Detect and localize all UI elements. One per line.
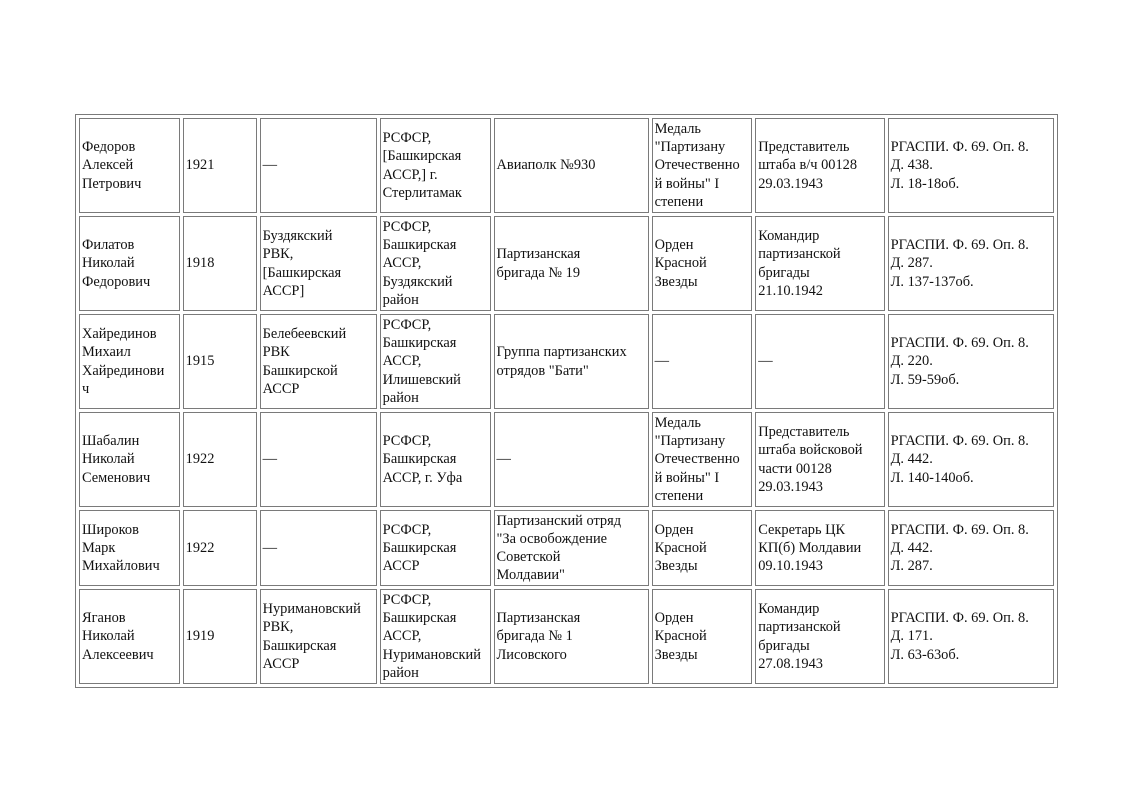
cell-nomination: Командир партизанской бригады 21.10.1942 — [755, 216, 884, 311]
cell-enlistment-office: Буздякский РВК, [Башкирская АССР] — [260, 216, 377, 311]
cell-archive-source: РГАСПИ. Ф. 69. Оп. 8. Д. 438. Л. 18-18об. — [888, 118, 1054, 213]
cell-birthplace: РСФСР, Башкирская АССР — [380, 510, 491, 586]
cell-birth-year: 1915 — [183, 314, 257, 409]
cell-award: Орден Красной Звезды — [652, 589, 753, 684]
table-row — [79, 314, 1054, 409]
cell-unit: Партизанский отряд "За освобождение Советской Молдавии" — [494, 510, 649, 586]
table-row — [79, 589, 1054, 684]
cell-award: Медаль "Партизану Отечественно й войны" I степени — [652, 118, 753, 213]
cell-name: Хайрединов Михаил Хайрединови ч — [79, 314, 180, 409]
cell-archive-source: РГАСПИ. Ф. 69. Оп. 8. Д. 171. Л. 63-63об. — [888, 589, 1054, 684]
cell-name: Широков Марк Михайлович — [79, 510, 180, 586]
records-table — [75, 114, 1058, 688]
cell-birthplace: РСФСР, Башкирская АССР, Буздякский район — [380, 216, 491, 311]
cell-award: Орден Красной Звезды — [652, 216, 753, 311]
table-row — [79, 216, 1054, 311]
cell-award: Орден Красной Звезды — [652, 510, 753, 586]
cell-archive-source: РГАСПИ. Ф. 69. Оп. 8. Д. 287. Л. 137-137об. — [888, 216, 1054, 311]
table-row — [79, 510, 1054, 586]
cell-nomination: Командир партизанской бригады 27.08.1943 — [755, 589, 884, 684]
cell-birth-year: 1918 — [183, 216, 257, 311]
cell-birth-year: 1922 — [183, 510, 257, 586]
cell-unit: Партизанская бригада № 1 Лисовского — [494, 589, 649, 684]
cell-unit: Авиаполк №930 — [494, 118, 649, 213]
cell-nomination: Представитель штаба в/ч 00128 29.03.1943 — [755, 118, 884, 213]
cell-enlistment-office: — — [260, 510, 377, 586]
cell-enlistment-office: — — [260, 118, 377, 213]
cell-name: Яганов Николай Алексеевич — [79, 589, 180, 684]
table-row — [79, 118, 1054, 213]
cell-birthplace: РСФСР, [Башкирская АССР,] г. Стерлитамак — [380, 118, 491, 213]
cell-birthplace: РСФСР, Башкирская АССР, г. Уфа — [380, 412, 491, 507]
table-row — [79, 412, 1054, 507]
cell-name: Шабалин Николай Семенович — [79, 412, 180, 507]
cell-unit: — — [494, 412, 649, 507]
cell-birth-year: 1922 — [183, 412, 257, 507]
cell-enlistment-office: Нуримановский РВК, Башкирская АССР — [260, 589, 377, 684]
cell-unit: Группа партизанских отрядов "Бати" — [494, 314, 649, 409]
cell-birth-year: 1919 — [183, 589, 257, 684]
cell-birth-year: 1921 — [183, 118, 257, 213]
cell-award: — — [652, 314, 753, 409]
cell-name: Федоров Алексей Петрович — [79, 118, 180, 213]
cell-unit: Партизанская бригада № 19 — [494, 216, 649, 311]
cell-archive-source: РГАСПИ. Ф. 69. Оп. 8. Д. 442. Л. 287. — [888, 510, 1054, 586]
cell-nomination: Секретарь ЦК КП(б) Молдавии 09.10.1943 — [755, 510, 884, 586]
cell-nomination: — — [755, 314, 884, 409]
cell-enlistment-office: — — [260, 412, 377, 507]
cell-enlistment-office: Белебеевский РВК Башкирской АССР — [260, 314, 377, 409]
cell-archive-source: РГАСПИ. Ф. 69. Оп. 8. Д. 442. Л. 140-140об. — [888, 412, 1054, 507]
cell-nomination: Представитель штаба войсковой части 00128 29.03.1943 — [755, 412, 884, 507]
cell-name: Филатов Николай Федорович — [79, 216, 180, 311]
cell-archive-source: РГАСПИ. Ф. 69. Оп. 8. Д. 220. Л. 59-59об. — [888, 314, 1054, 409]
cell-birthplace: РСФСР, Башкирская АССР, Илишевский район — [380, 314, 491, 409]
cell-birthplace: РСФСР, Башкирская АССР, Нуримановский район — [380, 589, 491, 684]
cell-award: Медаль "Партизану Отечественно й войны" I степени — [652, 412, 753, 507]
